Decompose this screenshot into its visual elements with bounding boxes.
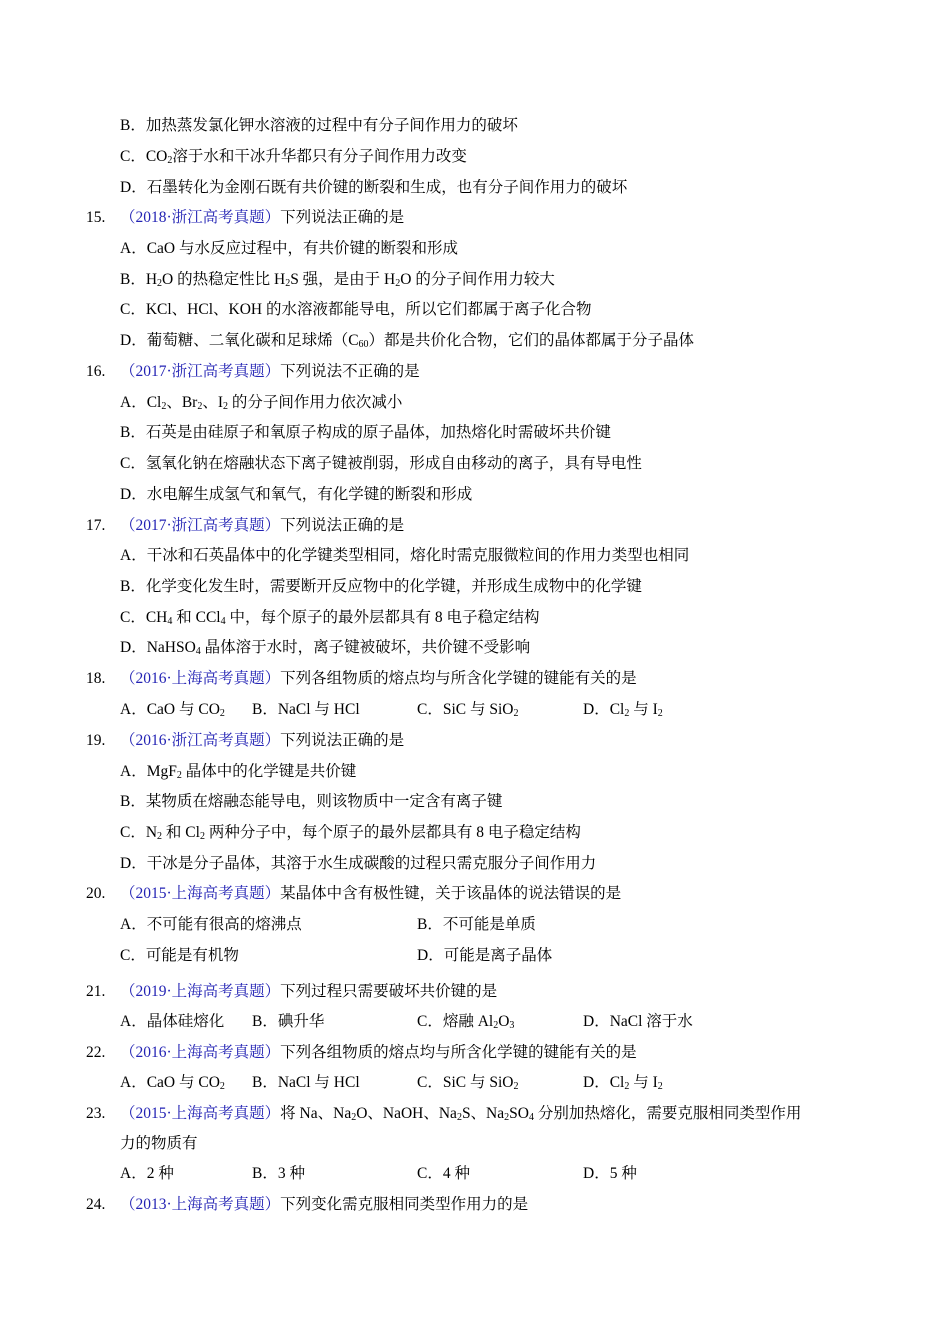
option-c: C．可能是有机物	[120, 947, 239, 964]
question-stem: 下列说法正确的是	[280, 732, 405, 749]
option-c: C．4 种	[417, 1165, 470, 1182]
option-b: B．3 种	[252, 1165, 305, 1182]
option-b: B．NaCl 与 HCl	[252, 1074, 360, 1091]
question-source: （2016·上海高考真题）	[120, 670, 281, 687]
question-number: 24.	[86, 1196, 106, 1213]
question-stem: 将 Na、$Na_2O$、NaOH、$Na_2S$、$Na_2SO_4$ 分别加热熔化，需要克服相同类型作用	[280, 1105, 802, 1123]
question-source: （2016·浙江高考真题）	[120, 732, 281, 749]
question-stem: 下列过程只需要破坏共价键的是	[280, 983, 498, 1000]
question-stem: 下列变化需克服相同类型作用力的是	[280, 1196, 529, 1213]
option-a: A．不可能有很高的熔沸点	[120, 916, 302, 933]
option-text: A．$Cl_2$、$Br_2$、$I_2$ 的分子间作用力依次减小	[120, 394, 403, 412]
question-number: 16.	[86, 363, 106, 380]
question-source: （2017·浙江高考真题）	[120, 363, 281, 380]
option-a: A．晶体硅熔化	[120, 1013, 225, 1030]
question-number: 23.	[86, 1105, 106, 1122]
question-stem: 下列说法不正确的是	[280, 363, 420, 380]
option-text: C．$CO_2$溶于水和干冰升华都只有分子间作用力改变	[120, 148, 467, 166]
question-number: 20.	[86, 885, 106, 902]
option-d: D．5 种	[583, 1165, 637, 1182]
question-stem: 下列各组物质的熔点均与所含化学键的键能有关的是	[280, 1044, 637, 1061]
option-text: D．NaHSO$_4$ 晶体溶于水时，离子键被破坏，共价键不受影响	[120, 639, 531, 657]
question-number: 19.	[86, 732, 106, 749]
option-text: B．加热蒸发氯化钾水溶液的过程中有分子间作用力的破坏	[120, 117, 518, 134]
option-text: C．KCl、HCl、KOH 的水溶液都能导电，所以它们都属于离子化合物	[120, 301, 592, 318]
option-a: A．2 种	[120, 1165, 174, 1182]
question-source: （2013·上海高考真题）	[120, 1196, 281, 1213]
option-text: D．干冰是分子晶体，其溶于水生成碳酸的过程只需克服分子间作用力	[120, 855, 597, 872]
option-d: D．$Cl_2$ 与 $I_2$	[583, 701, 663, 719]
question-stem: 下列各组物质的熔点均与所含化学键的键能有关的是	[280, 670, 637, 687]
question-number: 21.	[86, 983, 106, 1000]
option-text: A．MgF$_2$ 晶体中的化学键是共价键	[120, 763, 357, 781]
question-stem-continued: 力的物质有	[120, 1135, 198, 1152]
question-stem: 下列说法正确的是	[280, 517, 405, 534]
option-text: D．葡萄糖、二氧化碳和足球烯$(C_{60})$都是共价化合物，它们的晶体都属于分子晶体	[120, 332, 695, 350]
question-source: （2015·上海高考真题）	[120, 885, 281, 902]
option-text: B．化学变化发生时，需要断开反应物中的化学键，并形成生成物中的化学键	[120, 578, 642, 595]
option-b: B．NaCl 与 HCl	[252, 701, 360, 718]
option-b: B．碘升华	[252, 1013, 325, 1030]
option-text: B．$H_2O$ 的热稳定性比 $H_2S$ 强，是由于 $H_2O$ 的分子间作用力较大	[120, 271, 555, 289]
option-text: C．$N_2$ 和 $Cl_2$ 两种分子中，每个原子的最外层都具有 8 电子稳定结构	[120, 824, 581, 842]
option-d: D．NaCl 溶于水	[583, 1013, 693, 1030]
option-text: D．水电解生成氢气和氧气，有化学键的断裂和形成	[120, 486, 473, 503]
option-text: C．$CH_4$ 和 CCl$_4$ 中，每个原子的最外层都具有 8 电子稳定结构	[120, 609, 540, 627]
option-c: C．SiC 与 SiO$_2$	[417, 701, 519, 719]
option-text: B．石英是由硅原子和氧原子构成的原子晶体，加热熔化时需破坏共价键	[120, 424, 611, 441]
option-text: D．石墨转化为金刚石既有共价键的断裂和生成，也有分子间作用力的破坏	[120, 179, 628, 196]
option-d: D．$Cl_2$ 与 $I_2$	[583, 1074, 663, 1092]
option-c: C．SiC 与 SiO$_2$	[417, 1074, 519, 1092]
option-text: B．某物质在熔融态能导电，则该物质中一定含有离子键	[120, 793, 503, 810]
question-source: （2018·浙江高考真题）	[120, 209, 281, 226]
question-source: （2017·浙江高考真题）	[120, 517, 281, 534]
question-number: 17.	[86, 517, 106, 534]
question-number: 22.	[86, 1044, 106, 1061]
question-source: （2015·上海高考真题）	[120, 1105, 281, 1122]
question-number: 18.	[86, 670, 106, 687]
option-a: A．CaO 与 $CO_2$	[120, 701, 225, 719]
option-c: C．熔融 $Al_2O_3$	[417, 1013, 515, 1031]
option-a: A．CaO 与 $CO_2$	[120, 1074, 225, 1092]
option-text: C．氢氧化钠在熔融状态下离子键被削弱，形成自由移动的离子，具有导电性	[120, 455, 642, 472]
option-d: D．可能是离子晶体	[417, 947, 553, 964]
option-b: B．不可能是单质	[417, 916, 536, 933]
question-source: （2016·上海高考真题）	[120, 1044, 281, 1061]
question-stem: 某晶体中含有极性键，关于该晶体的说法错误的是	[280, 885, 622, 902]
question-stem: 下列说法正确的是	[280, 209, 405, 226]
question-source: （2019·上海高考真题）	[120, 983, 281, 1000]
question-number: 15.	[86, 209, 106, 226]
option-text: A．干冰和石英晶体中的化学键类型相同，熔化时需克服微粒间的作用力类型也相同	[120, 547, 690, 564]
option-text: A．CaO 与水反应过程中，有共价键的断裂和形成	[120, 240, 458, 257]
